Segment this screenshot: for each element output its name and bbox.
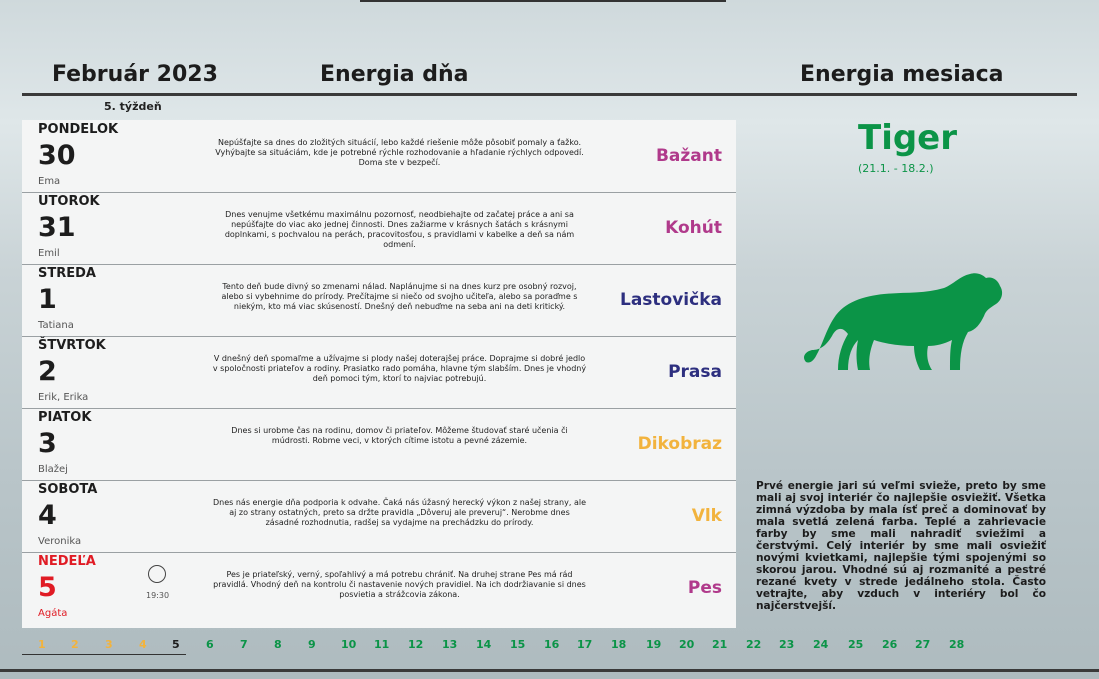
day-row[interactable] [22, 336, 736, 409]
week-numbers [0, 638, 1099, 654]
header [0, 62, 1099, 96]
week-number[interactable]: 28 [949, 638, 965, 651]
name-day: Tatiana [38, 320, 74, 331]
week-number[interactable]: 7 [240, 638, 248, 651]
header-divider [22, 93, 1077, 96]
top-bar [360, 0, 726, 2]
day-animal: Dikobraz [637, 434, 722, 454]
week-number[interactable]: 13 [442, 638, 458, 651]
day-number: 30 [38, 140, 76, 171]
day-row[interactable] [22, 408, 736, 481]
name-day: Agáta [38, 608, 68, 619]
day-row[interactable] [22, 192, 736, 265]
day-description: Nepúšťajte sa dnes do zložitých situácií, lebo každé riešenie môže pôsobiť pomaly a ťažko. Vyhýbajte sa situáciám, kde je potrebné rýchle rozhodovanie a hľadanie rýchlych odpovedí. Doma ste v bezpečí. [215, 138, 584, 167]
week-number[interactable]: 11 [374, 638, 390, 651]
week-number[interactable]: 19 [646, 638, 662, 651]
moon-time: 19:30 [146, 591, 170, 600]
day-animal: Vlk [691, 506, 722, 526]
day-number: 4 [38, 500, 57, 531]
day-number: 3 [38, 428, 57, 459]
week-number[interactable]: 25 [848, 638, 864, 651]
week-number[interactable]: 22 [746, 638, 762, 651]
day-name: PIATOK [38, 410, 92, 425]
day-animal: Pes [687, 578, 722, 598]
month-energy-title: Energia mesiaca [800, 62, 1004, 87]
day-name: PONDELOK [38, 122, 119, 137]
week-number[interactable]: 15 [510, 638, 526, 651]
day-row[interactable] [22, 264, 736, 337]
week-number[interactable]: 14 [476, 638, 492, 651]
name-day: Blažej [38, 464, 68, 475]
week-number[interactable]: 5 [172, 638, 180, 651]
week-number[interactable]: 1 [38, 638, 46, 651]
week-number[interactable]: 8 [274, 638, 282, 651]
name-day: Emil [38, 248, 60, 259]
day-row[interactable] [22, 480, 736, 553]
week-number[interactable]: 26 [882, 638, 898, 651]
week-number[interactable]: 12 [408, 638, 424, 651]
day-animal: Kohút [665, 218, 722, 238]
day-number: 31 [38, 212, 76, 243]
week-number[interactable]: 6 [206, 638, 214, 651]
day-number: 2 [38, 356, 57, 387]
day-number: 1 [38, 284, 57, 315]
day-description: Dnes si urobme čas na rodinu, domov či priateľov. Môžeme študovať staré učenia či múdrosti. Robme veci, v ktorých cítime istotu a pevné zázemie. [231, 426, 568, 445]
full-moon-icon [148, 565, 166, 583]
day-description: Dnes nás energie dňa podporia k odvahe. Čaká nás úžasný herecký výkon z našej strany, ale aj zo strany ostatných, preto sa držte pravidla „Dôveruj ale preveruj“. Nerobme dnes zásadné rozhodnutia, radšej sa vydajme na prechádzku do prírody. [213, 498, 586, 527]
week-number[interactable]: 2 [71, 638, 79, 651]
week-number[interactable]: 3 [105, 638, 113, 651]
day-name: STREDA [38, 266, 96, 281]
day-animal: Lastovička [620, 290, 722, 310]
week-number[interactable]: 21 [712, 638, 728, 651]
current-week-underline [22, 654, 186, 655]
month-animal-title: Tiger [858, 118, 958, 158]
day-description: Pes je priateľský, verný, spoľahlivý a má potrebu chrániť. Na druhej strane Pes má rád pravidlá. Vhodný deň na kontrolu či nastavenie nových pravidiel. Na ich dodržiavanie si dnes posvietia a strážcovia zákona. [213, 570, 586, 599]
month-animal-dates: (21.1. - 18.2.) [858, 162, 934, 175]
day-energy-title: Energia dňa [320, 62, 469, 87]
name-day: Ema [38, 176, 61, 187]
day-animal: Prasa [668, 362, 722, 382]
day-description: V dnešný deň spomaľme a užívajme si plody našej doterajšej práce. Doprajme si dobré jedlo v spoločnosti priateľov a rodiny. Prasiatko rado pomáha, hlavne tým slabším. Dnes je vhodný deň pomoci tým, ktorí to najviac potrebujú. [212, 354, 587, 383]
bottom-divider [0, 669, 1099, 672]
day-animal: Bažant [655, 146, 722, 166]
day-name: NEDEĽA [38, 554, 96, 569]
week-number[interactable]: 27 [915, 638, 931, 651]
week-number[interactable]: 23 [779, 638, 795, 651]
days-panel [22, 120, 736, 628]
week-number[interactable]: 16 [544, 638, 560, 651]
month-title: Február 2023 [52, 62, 218, 87]
name-day: Erik, Erika [38, 392, 89, 403]
week-label: 5. týždeň [104, 100, 162, 113]
day-name: SOBOTA [38, 482, 98, 497]
name-day: Veronika [38, 536, 82, 547]
day-description: Dnes venujme všetkému maximálnu pozornosť, neodbiehajte od začatej práce a ani sa nepúšťajte do viac ako jednej činnosti. Dnes zažiarme v krásnych šatách s krásnymi doplnkami, s pochvalou na perách, pracovitosťou, s pravidlami v kabelke a deň sa nám odmení. [224, 210, 575, 249]
week-number[interactable]: 17 [577, 638, 593, 651]
week-number[interactable]: 24 [813, 638, 829, 651]
day-description: Tento deň bude divný so zmenami nálad. Naplánujme si na dnes kurz pre osobný rozvoj, alebo si vybehnime do prírody. Prečítajme si niečo od svojho učiteľa, alebo sa poraďme s niekým, kto má viac skúseností. Dnešný deň nebuďme na seba ani na deti kritický. [221, 282, 578, 311]
day-number: 5 [38, 572, 57, 603]
week-number[interactable]: 9 [308, 638, 316, 651]
week-number[interactable]: 18 [611, 638, 627, 651]
week-number[interactable]: 10 [341, 638, 357, 651]
day-name: UTOROK [38, 194, 100, 209]
week-number[interactable]: 4 [139, 638, 147, 651]
tiger-icon [800, 266, 1006, 390]
day-row[interactable] [22, 552, 736, 628]
week-number[interactable]: 20 [679, 638, 695, 651]
day-name: ŠTVRTOK [38, 338, 106, 353]
day-row[interactable] [22, 120, 736, 193]
month-description: Prvé energie jari sú veľmi svieže, preto by sme mali aj svoj interiér čo najlepšie osviežiť. Všetka zimná výzdoba by mala ísť preč a dominovať by mala svetlá zelená farba. Teplé a zahrievacie farby by sme mali nahradiť sviežimi a čerstvými. Celý interiér by sme mali osviežiť novými kvietkami, najlepšie tými spojenými so skorou jarou. Vhodné sú aj rozmanité a pestré rezané kvety v strede jedálneho stola. Často vetrajte, aby vzduch v interiéry bol čo najčerstvejší. [756, 480, 1046, 612]
